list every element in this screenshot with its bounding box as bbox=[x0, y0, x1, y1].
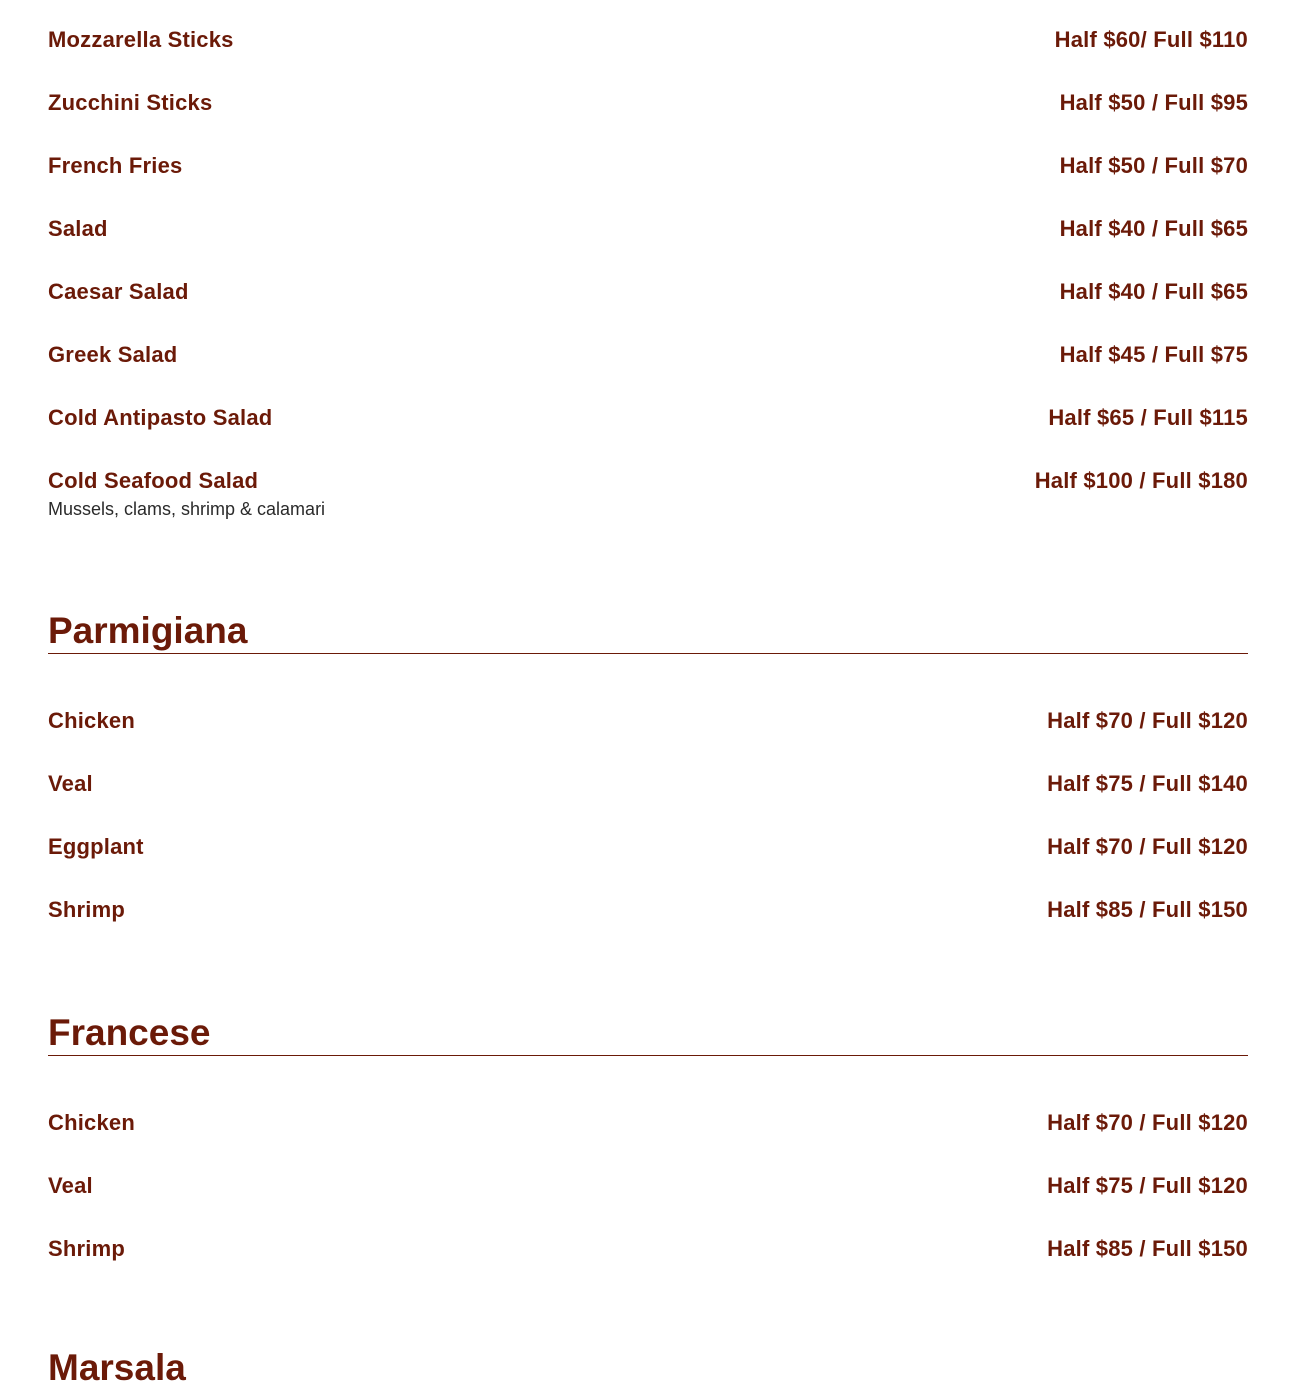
menu-item-price: Half $85 / Full $150 bbox=[1047, 1236, 1248, 1261]
menu-item-price: Half $100 / Full $180 bbox=[1034, 468, 1248, 493]
menu-item bbox=[48, 834, 1248, 874]
section-divider bbox=[48, 1055, 1248, 1056]
menu-item bbox=[48, 897, 1248, 937]
menu-item bbox=[48, 27, 1248, 67]
section-divider bbox=[48, 653, 1248, 654]
menu-item-name: Cold Antipasto Salad bbox=[48, 405, 273, 430]
menu-item-price: Half $40 / Full $65 bbox=[1059, 279, 1248, 304]
menu-item bbox=[48, 1173, 1248, 1213]
menu-item-name: Zucchini Sticks bbox=[48, 90, 213, 115]
menu-item bbox=[48, 279, 1248, 319]
menu-item-price: Half $85 / Full $150 bbox=[1047, 897, 1248, 922]
menu-item bbox=[48, 153, 1248, 193]
menu-item bbox=[48, 90, 1248, 130]
menu-item-price: Half $75 / Full $140 bbox=[1047, 771, 1248, 796]
menu-item-price: Half $60/ Full $110 bbox=[1054, 27, 1248, 52]
menu-item-description: Mussels, clams, shrimp & calamari bbox=[48, 499, 326, 519]
menu-item-price: Half $75 / Full $120 bbox=[1047, 1173, 1248, 1198]
menu-item-name: Caesar Salad bbox=[48, 279, 189, 304]
menu-item-name: Chicken bbox=[48, 708, 135, 733]
menu-item bbox=[48, 708, 1248, 748]
section-title: Parmigiana bbox=[48, 610, 248, 651]
menu-item bbox=[48, 216, 1248, 256]
menu-item-name: Eggplant bbox=[48, 834, 144, 859]
menu-item bbox=[48, 1110, 1248, 1150]
menu-item-price: Half $70 / Full $120 bbox=[1047, 834, 1248, 859]
menu-item-name: Salad bbox=[48, 216, 108, 241]
menu-item-price: Half $70 / Full $120 bbox=[1047, 708, 1248, 733]
menu-item bbox=[48, 405, 1248, 445]
menu-item-name: Veal bbox=[48, 771, 93, 796]
menu-item-name: Mozzarella Sticks bbox=[48, 27, 234, 52]
section-title: Francese bbox=[48, 1012, 211, 1053]
section-title: Marsala bbox=[48, 1347, 186, 1388]
menu-item-price: Half $70 / Full $120 bbox=[1047, 1110, 1248, 1135]
menu-item-price: Half $45 / Full $75 bbox=[1059, 342, 1248, 367]
menu-item-price: Half $50 / Full $95 bbox=[1059, 90, 1248, 115]
menu-item-name: Shrimp bbox=[48, 897, 125, 922]
menu-item-name: Chicken bbox=[48, 1110, 135, 1135]
menu-item bbox=[48, 468, 1248, 528]
menu-item-name: Cold Seafood Salad bbox=[48, 468, 259, 493]
menu-item-price: Half $40 / Full $65 bbox=[1059, 216, 1248, 241]
menu-item-price: Half $65 / Full $115 bbox=[1048, 405, 1248, 430]
menu-item bbox=[48, 771, 1248, 811]
menu-item-price: Half $50 / Full $70 bbox=[1059, 153, 1248, 178]
menu-item-name: Shrimp bbox=[48, 1236, 125, 1261]
menu-item bbox=[48, 1236, 1248, 1276]
menu-item-name: French Fries bbox=[48, 153, 183, 178]
menu-item bbox=[48, 342, 1248, 382]
menu-item-name: Veal bbox=[48, 1173, 93, 1198]
menu-item-name: Greek Salad bbox=[48, 342, 178, 367]
